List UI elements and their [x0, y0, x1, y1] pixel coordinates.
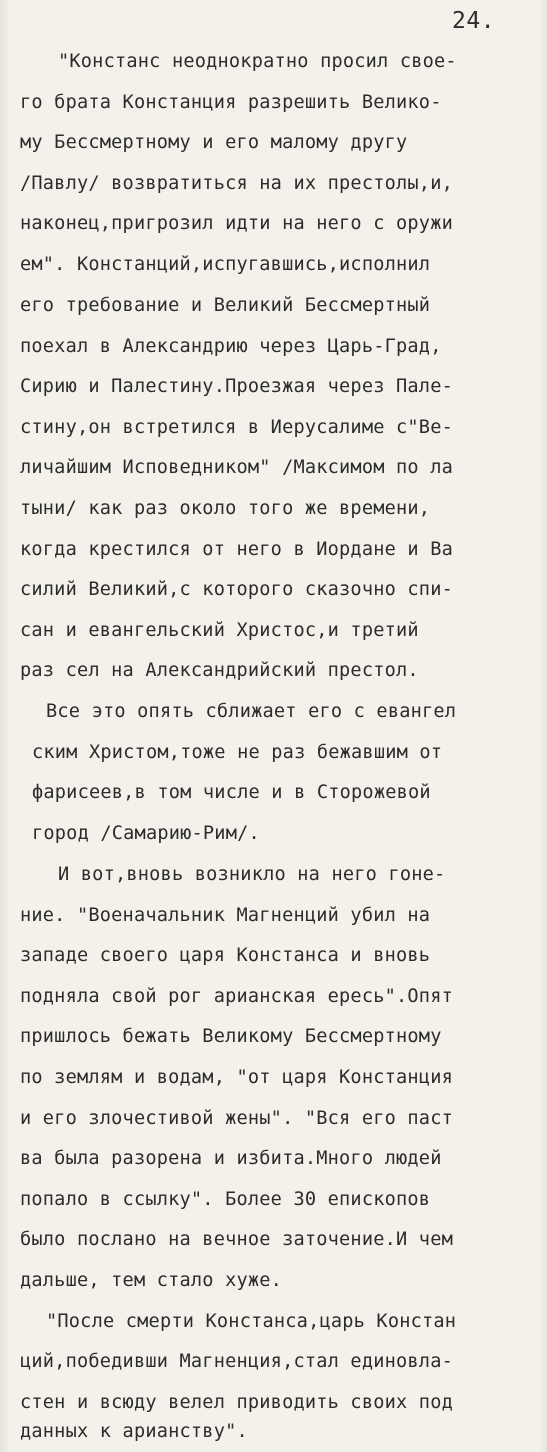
text-line: Все это опять сближает его с евангел [46, 701, 457, 722]
text-line: дальше, тем стало хуже. [20, 1270, 283, 1291]
text-line: силий Великий,с которого сказочно спи- [20, 579, 453, 600]
text-line: попало в ссылку". Более 30 епископов [20, 1189, 431, 1210]
text-line: данных к арианству". [20, 1421, 248, 1442]
text-line: ций,победивши Магненция,стал единовла- [20, 1351, 453, 1372]
text-line: "Констанс неоднократно просил свое- [58, 51, 457, 72]
text-line: Сирию и Палестину.Проезжая через Пале- [20, 376, 453, 397]
text-line: му Бессмертному и его малому другу [20, 132, 408, 153]
text-line: его требование и Великий Бессмертный [20, 295, 431, 316]
text-line: поехал в Александрию через Царь-Град, [20, 336, 442, 357]
text-line: сан и евангельский Христос,и третий [20, 620, 419, 641]
text-line: И вот,вновь возникло на него гоне- [58, 864, 446, 885]
text-line: "После смерти Констанса,царь Констан [46, 1311, 457, 1332]
page-number: 24. [452, 8, 496, 34]
text-line: раз сел на Александрийский престол. [20, 660, 419, 681]
text-line: западе своего царя Констанса и вновь [20, 945, 431, 966]
text-line: когда крестился от него в Иордане и Ва [20, 539, 453, 560]
text-line: наконец,пригрозил идти на него с оружи [20, 213, 453, 234]
text-line: ние. "Военачальник Магненций убил на [20, 905, 431, 926]
text-line: по землям и водам, "от царя Констанция [20, 1067, 453, 1088]
text-line: го брата Констанция разрешить Велико- [20, 92, 442, 113]
text-line: подняла свой рог арианская ересь".Опят [20, 986, 453, 1007]
text-line: тыни/ как раз около того же времени, [20, 498, 431, 519]
text-line: было послано на вечное заточение.И чем [20, 1229, 453, 1250]
text-line: пришлось бежать Великому Бессмертному [20, 1026, 442, 1047]
text-line: личайшим Исповедником" /Максимом по ла [20, 457, 453, 478]
text-line: фарисеев,в том числе и в Сторожевой [32, 782, 431, 803]
text-line: ва была разорена и избита.Много людей [20, 1148, 442, 1169]
text-line: /Павлу/ возвратиться на их престолы,и, [20, 173, 453, 194]
text-line: стен и всюду велел приводить своих под [20, 1392, 453, 1413]
text-line: стину,он встретился в Иерусалиме с"Ве- [20, 417, 453, 438]
text-line: город /Самарию-Рим/. [32, 823, 260, 844]
text-line: ем". Констанций,испугавшись,исполнил [20, 254, 431, 275]
text-line: ским Христом,тоже не раз бежавшим от [32, 742, 443, 763]
text-line: и его злочестивой жены". "Вся его паст [20, 1108, 453, 1129]
